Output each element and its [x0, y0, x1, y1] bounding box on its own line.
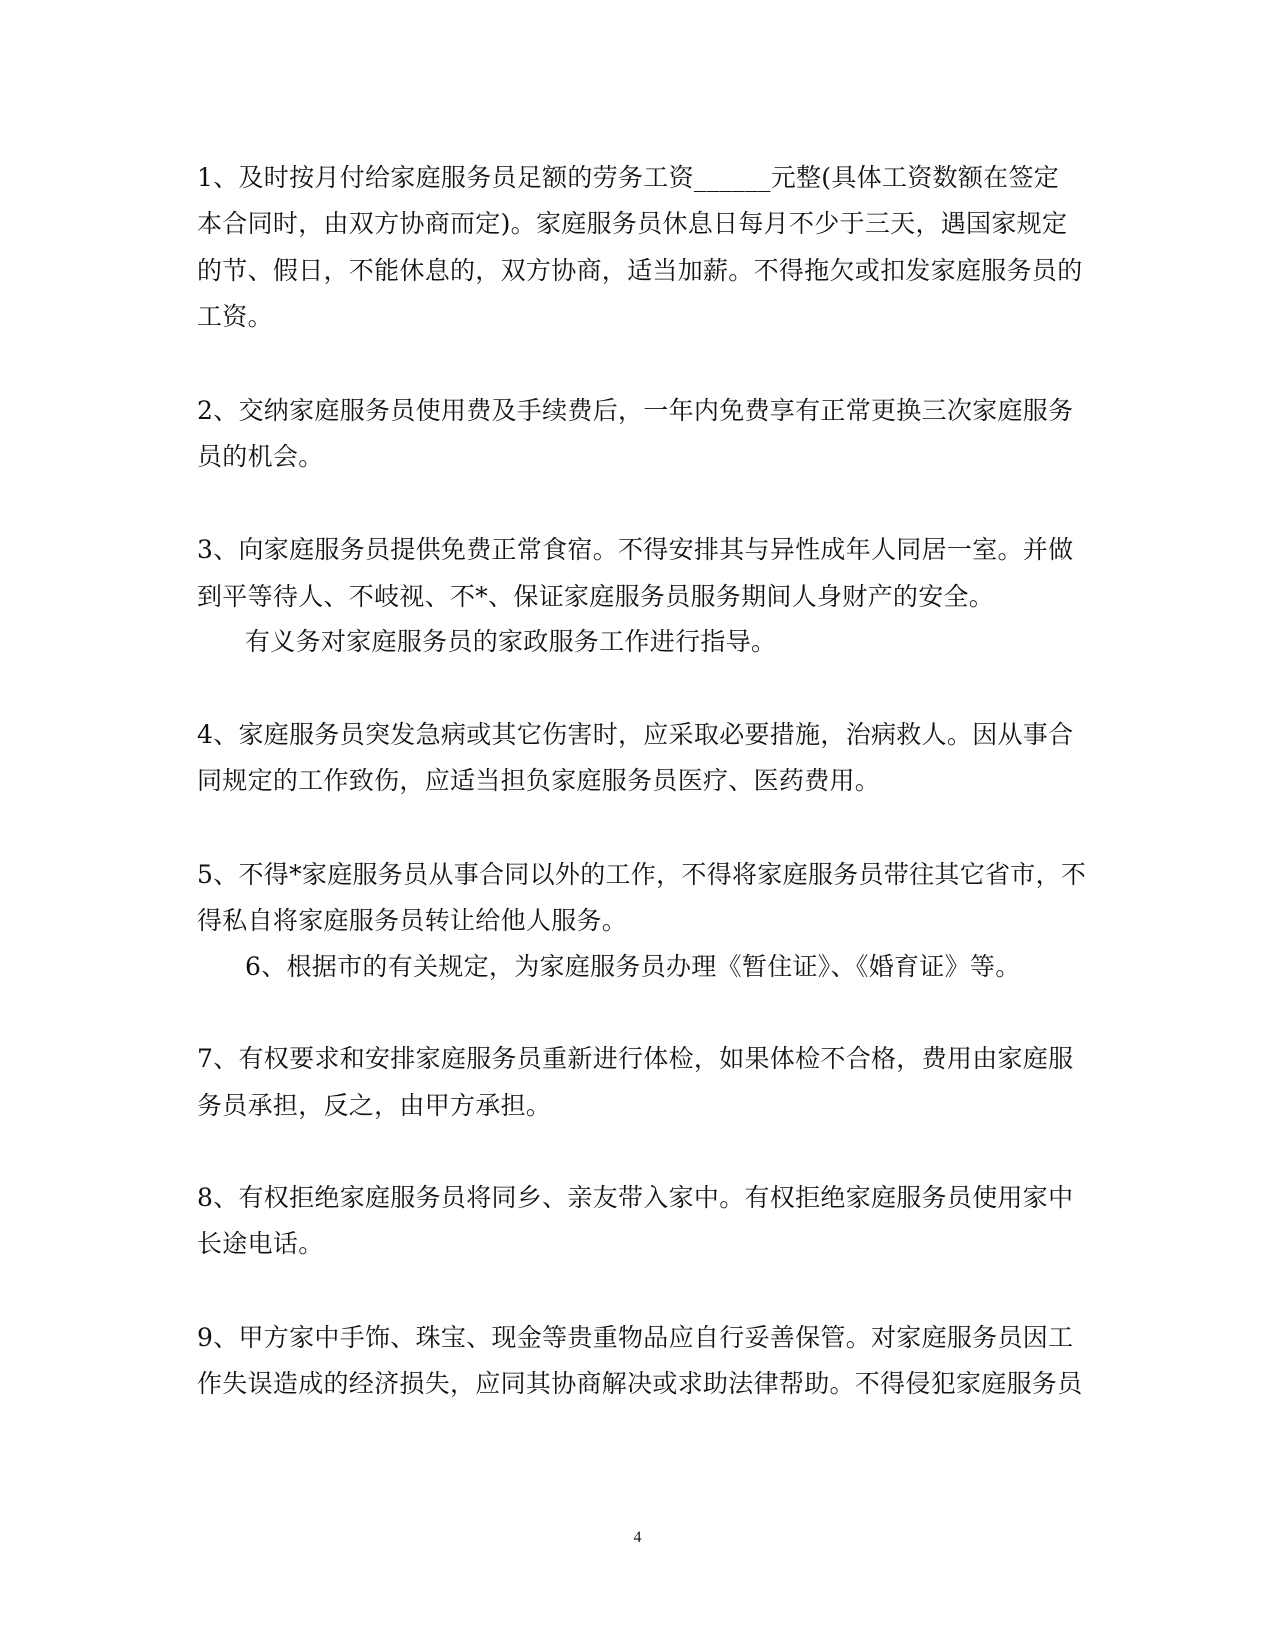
text-line: 得私自将家庭服务员转让给他人服务。 [197, 906, 628, 935]
page-number: 4 [633, 1529, 642, 1546]
text-line: 8、有权拒绝家庭服务员将同乡、亲友带入家中。有权拒绝家庭服务员使用家中 [197, 1183, 1074, 1212]
text-line: 6、根据市的有关规定，为家庭服务员办理《暂住证》、《婚育证》等。 [245, 952, 1021, 981]
text-line: 工资。 [197, 302, 273, 331]
text-line: 4、家庭服务员突发急病或其它伤害时，应采取必要措施，治病救人。因从事合 [197, 720, 1074, 749]
text-line: 3、向家庭服务员提供免费正常食宿。不得安排其与异性成年人同居一室。并做 [197, 535, 1074, 564]
text-line: 5、不得*家庭服务员从事合同以外的工作，不得将家庭服务员带往其它省市，不 [197, 860, 1087, 889]
text-line: 务员承担，反之，由甲方承担。 [197, 1091, 552, 1120]
text-line: 长途电话。 [197, 1229, 324, 1258]
text-line: 员的机会。 [197, 442, 324, 471]
text-line: 作失误造成的经济损失，应同其协商解决或求助法律帮助。不得侵犯家庭服务员 [197, 1369, 1083, 1398]
text-line: 的节、假日，不能休息的，双方协商，适当加薪。不得拖欠或扣发家庭服务员的 [197, 256, 1083, 285]
text-line: 到平等待人、不岐视、不*、保证家庭服务员服务期间人身财产的安全。 [197, 582, 995, 611]
text-line: 有义务对家庭服务员的家政服务工作进行指导。 [245, 627, 777, 656]
text-line: 本合同时，由双方协商而定)。家庭服务员休息日每月不少于三天，遇国家规定 [197, 209, 1068, 238]
text-line: 1、及时按月付给家庭服务员足额的劳务工资______元整(具体工资数额在签定 [197, 163, 1060, 192]
text-line: 9、甲方家中手饰、珠宝、现金等贵重物品应自行妥善保管。对家庭服务员因工 [197, 1323, 1074, 1352]
text-line: 7、有权要求和安排家庭服务员重新进行体检，如果体检不合格，费用由家庭服 [197, 1044, 1074, 1073]
text-line: 同规定的工作致伤，应适当担负家庭服务员医疗、医药费用。 [197, 766, 881, 795]
text-line: 2、交纳家庭服务员使用费及手续费后，一年内免费享有正常更换三次家庭服务 [197, 396, 1074, 425]
